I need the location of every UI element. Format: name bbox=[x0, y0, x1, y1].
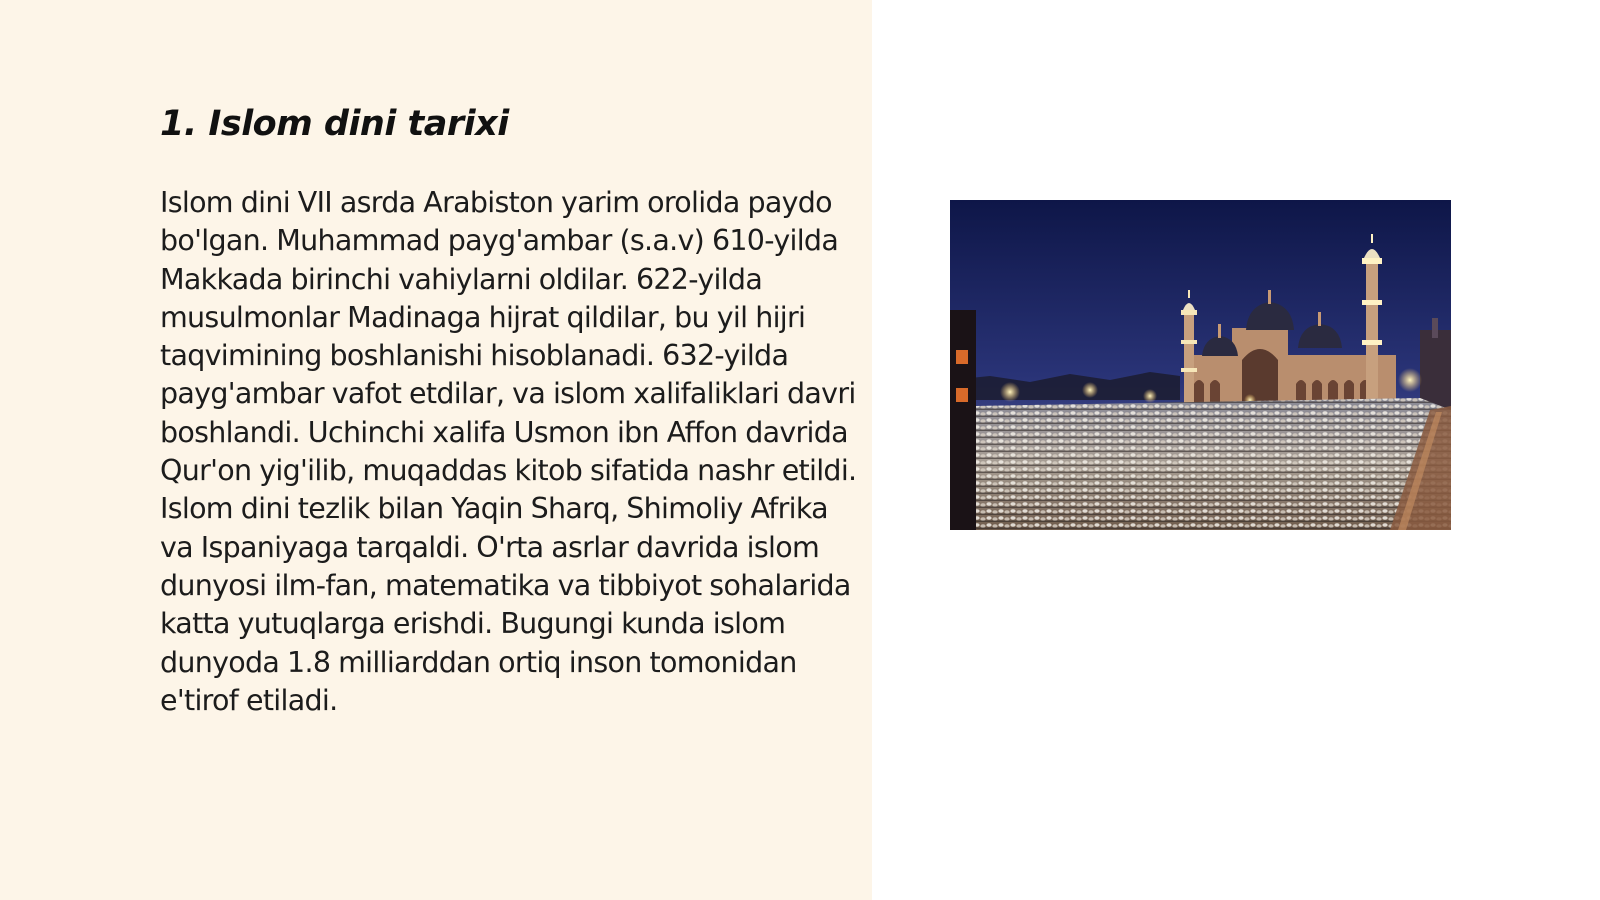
mosque-prayer-photo bbox=[950, 200, 1451, 530]
slide-title: 1. Islom dini tarixi bbox=[160, 104, 509, 144]
slide-body-text: Islom dini VII asrda Arabiston yarim orolida paydo bo'lgan. Muhammad payg'ambar (s.a.v) 610-yilda Makkada birinchi vahiylarni oldilar. 622-yilda musulmonlar Madinaga hijrat qildilar, bu yil hijri taqvimining boshlanishi hisoblanadi. 632-yilda payg'ambar vafot etdilar, va islom xalifaliklari davri boshlandi. Uchinchi xalifa Usmon ibn Affon davrida Qur'on yig'ilib, muqaddas kitob sifatida nashr etildi. Islom dini tezlik bilan Yaqin Sharq, Shimoliy Afrika va Ispaniyaga tarqaldi. O'rta asrlar davrida islom dunyosi ilm-fan, matematika va tibbiyot sohalarida katta yutuqlarga erishdi. Bugungi kunda islom dunyoda 1.8 milliarddan ortiq inson tomonidan e'tirof etiladi. bbox=[160, 186, 857, 717]
